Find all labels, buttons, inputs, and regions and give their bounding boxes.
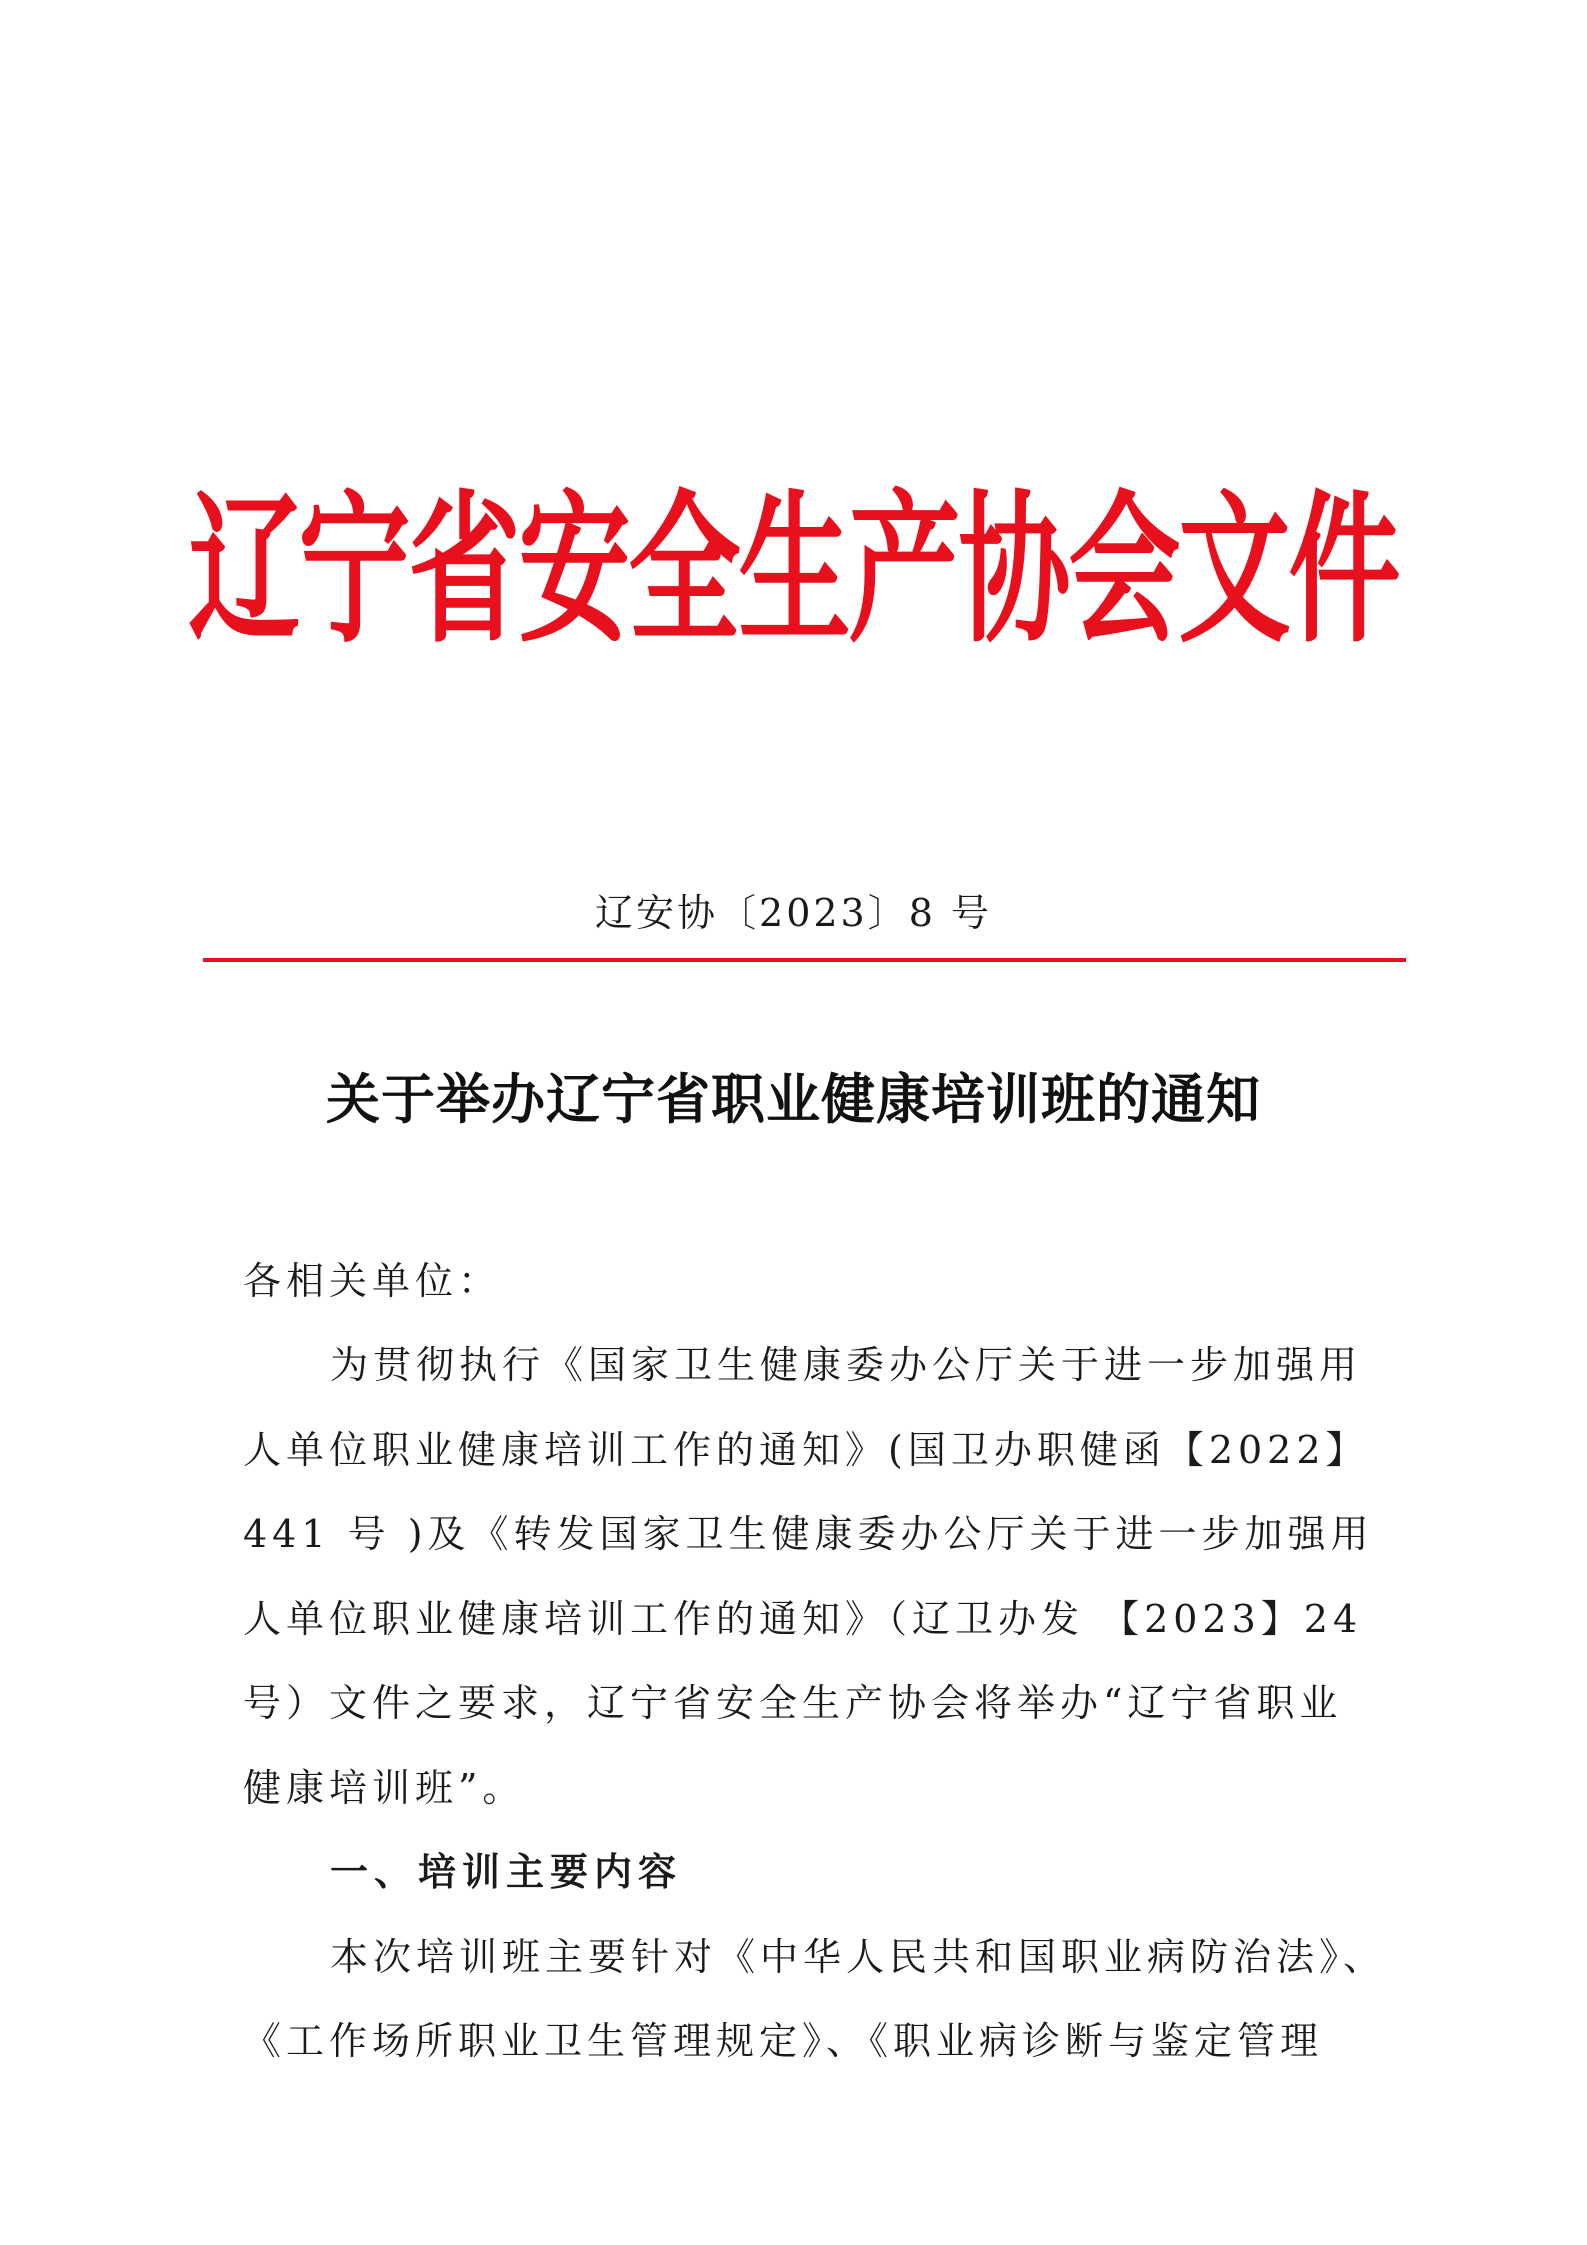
org-file-header: 辽宁省安全生产协会文件	[188, 475, 1399, 666]
paragraph-line: 为贯彻执行《国家卫生健康委办公厅关于进一步加强用	[330, 1343, 1363, 1387]
document-number: 辽安协〔2023〕8 号	[595, 891, 992, 935]
salutation: 各相关单位：	[243, 1259, 502, 1303]
paragraph-line: 《工作场所职业卫生管理规定》、《职业病诊断与鉴定管理	[243, 2019, 1324, 2063]
section-heading: 一、培训主要内容	[330, 1850, 683, 1894]
paragraph-line: 号）文件之要求，辽宁省安全生产协会将举办“辽宁省职业	[243, 1681, 1343, 1725]
paragraph-line: 人单位职业健康培训工作的通知》(国卫办职健函【2022】	[243, 1428, 1369, 1472]
paragraph-line: 441 号 )及《转发国家卫生健康委办公厅关于进一步加强用	[243, 1512, 1374, 1556]
paragraph-line: 本次培训班主要针对《中华人民共和国职业病防治法》、	[330, 1935, 1387, 1979]
notice-title: 关于举办辽宁省职业健康培训班的通知	[326, 1067, 1261, 1131]
paragraph-line: 人单位职业健康培训工作的通知》（辽卫办发 【2023】24	[243, 1597, 1363, 1641]
paragraph-line: 健康培训班”。	[243, 1766, 526, 1810]
red-divider-line	[203, 958, 1406, 962]
